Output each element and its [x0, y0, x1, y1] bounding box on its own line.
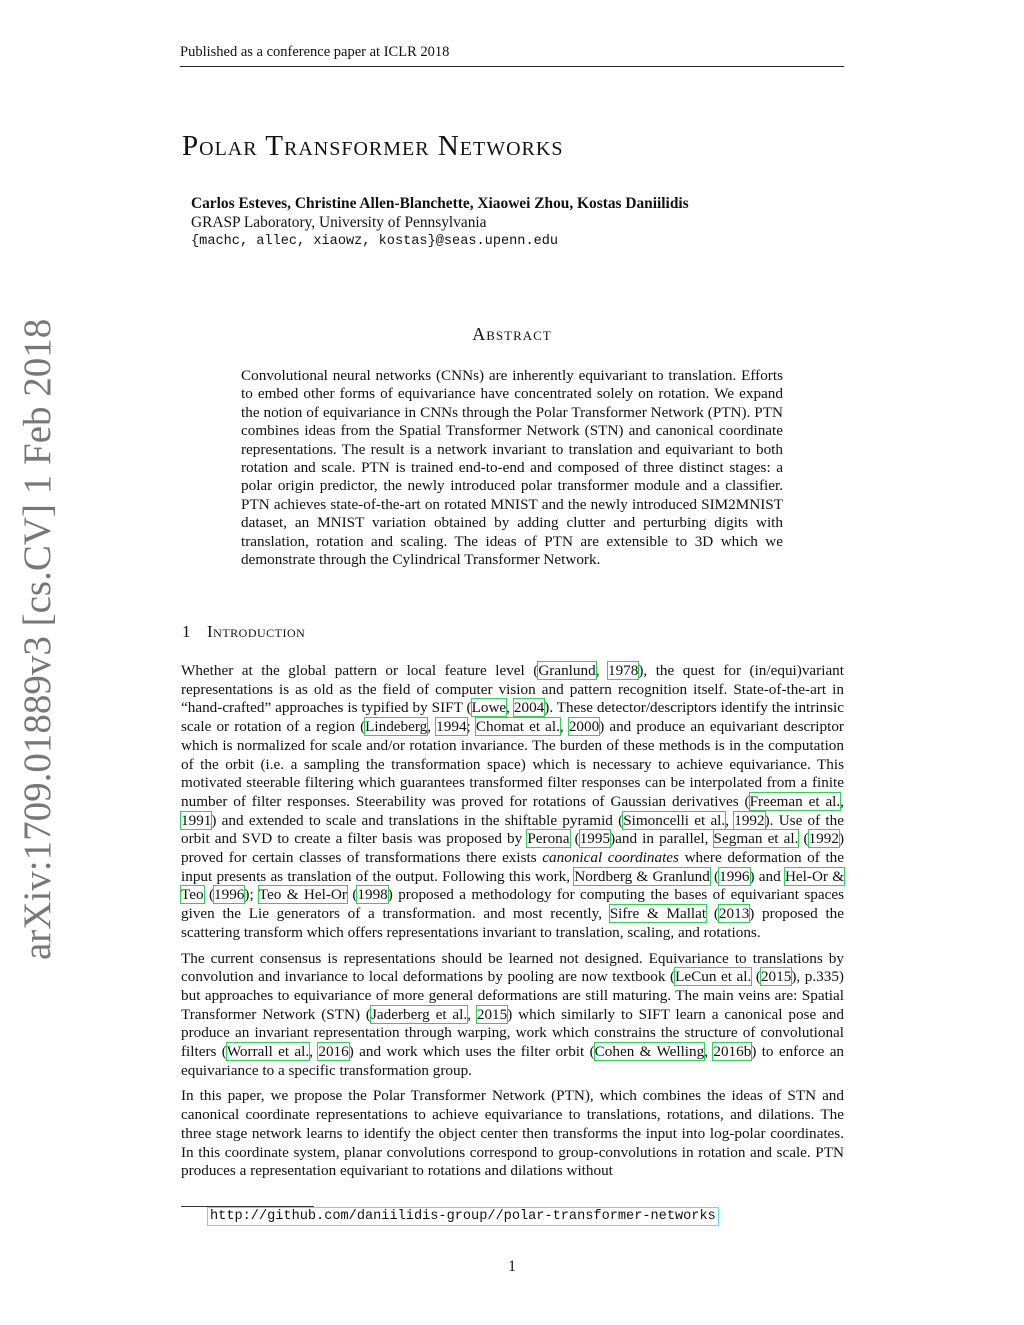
paragraph-1	[181, 662, 844, 943]
abstract-text: Convolutional neural networks (CNNs) are inherently equivariant to translation. Efforts to embed other forms of equivariance have concentrated solely on rotation. We expand the notion of equivariance in CNNs through the Polar Transformer Network (PTN). PTN combines ideas from the Spatial Transformer Network (STN) and canonical coordinate representations. The result is a network invariant to translation and equivariant to both rotation and scale. PTN is trained end-to-end and composed of three distinct stages: a polar origin predictor, the newly introduced polar transformer module and a classifier. PTN achieves state-of-the-art on rotated MNIST and the newly introduced SIM2MNIST dataset, an MNIST variation obtained by adding clutter and perturbing digits with translation, rotation and scaling. The ideas of PTN are extensible to 3D which we demonstrate through the Cylindrical Transformer Network.	[241, 367, 783, 569]
text-run: The current consensus is representations should be learned not designed. Equivariance to translations by convolution and invariance to local deformations by pooling are now textbook (	[181, 949, 844, 986]
citation-link[interactable]: 1992	[808, 830, 839, 848]
text-run: ) proposed a methodology for computing the bases of equivariant spaces given the Lie generators of a transformation. and most recently,	[181, 886, 844, 923]
citation-link[interactable]: 1978	[607, 662, 639, 679]
text-run: ;	[466, 718, 476, 736]
citation-link[interactable]: LeCun et al.	[675, 968, 752, 986]
text-run: ) proved for certain classes of transformations there exists	[181, 830, 844, 867]
text-run: ,	[725, 811, 735, 829]
page-number: 1	[508, 1258, 516, 1275]
text-run: ), the quest for (in/equi)variant representations is as old as the field of computer vision and pattern recognition itself. State-of-the-art in “hand-crafted” approaches is typified by SIFT (	[181, 662, 844, 717]
text-run: )and in parallel,	[610, 830, 714, 848]
paper-title: Polar Transformer Networks	[182, 130, 564, 162]
text-run: (	[709, 867, 720, 885]
text-run: (	[798, 830, 809, 848]
text-run: ,	[467, 1005, 477, 1023]
section-title: Introduction	[207, 622, 306, 641]
citation-link[interactable]: Chomat et al.	[475, 718, 560, 736]
text-run: (	[569, 830, 580, 848]
paragraph-2	[181, 950, 844, 1081]
text-run: ,	[840, 792, 844, 810]
text-run: ), p.335) but approaches to equivariance of more general deformations are still maturing. The main veins are: Spatial Transformer Network (STN) (	[181, 968, 844, 1023]
text-run: ) and extended to scale and translations in the shiftable pyramid (	[211, 811, 624, 829]
text-run: ,	[427, 718, 437, 736]
abstract-heading: Abstract	[472, 324, 552, 344]
footnote-url-link[interactable]: http://github.com/daniilidis-group//polar-transformer-networks	[210, 1209, 716, 1224]
citation-link[interactable]: Freeman et al.	[749, 792, 841, 810]
text-run: Whether at the global pattern or local feature level (	[181, 662, 539, 679]
author-block	[191, 194, 689, 251]
text-run: ,	[309, 1043, 319, 1061]
author-names: Carlos Esteves, Christine Allen-Blanchette, Xiaowei Zhou, Kostas Daniilidis	[191, 195, 689, 212]
citation-link[interactable]: 2016	[318, 1043, 349, 1061]
text-run: ,	[595, 662, 608, 679]
citation-link[interactable]: 1995	[579, 830, 611, 848]
text-run: ) to enforce an equivariance to a specific transformation group.	[181, 1043, 845, 1079]
text-run: ). These detector/descriptors identify the intrinsic scale or rotation of a region (	[181, 699, 845, 736]
footnote-rule	[181, 1206, 314, 1207]
citation-link[interactable]: Simoncelli et al.	[623, 811, 726, 829]
text-run: ). Use of the orbit and SVD to create a filter basis was proposed by	[181, 811, 844, 848]
text-run: ) proposed the scattering transform which offers representations invariant to translation, scaling, and rotations.	[181, 905, 844, 941]
citation-link[interactable]: 1996	[719, 867, 750, 885]
citation-link[interactable]: Nordberg & Granlund	[574, 867, 710, 885]
citation-link[interactable]: Worrall et al.	[226, 1043, 310, 1061]
citation-link[interactable]: 1992	[734, 811, 765, 829]
text-run: ) and	[749, 867, 785, 885]
text-run: ) and work which uses the filter orbit (	[348, 1043, 595, 1061]
citation-link[interactable]: 1991	[181, 811, 212, 829]
citation-link[interactable]: 1994	[436, 718, 467, 736]
text-run: (	[346, 886, 358, 904]
text-run: ) and produce an equivariant descriptor which is normalized for scale and/or rotation invariance. The burden of these methods is in the computation of the orbit (i.e. a sampling the transformation space) which is necessary to achieve equivariance. This motivated steerable filtering which guarantees transformed filter responses can be interpolated from a finite number of filter responses. Steerability was proved for rotations of Gaussian derivatives (	[181, 718, 844, 810]
citation-link[interactable]: Cohen & Welling	[594, 1043, 705, 1061]
citation-link[interactable]: 2000	[568, 718, 600, 736]
text-run: (	[706, 905, 719, 923]
text-run: ,	[506, 699, 514, 717]
paragraph-3: In this paper, we propose the Polar Transformer Network (PTN), which combines the ideas of STN and canonical coordinate representations to achieve equivariance to translations, rotations, and dilations. The three stage network learns to identify the object center then transforms the input into log-polar coordinates. In this coordinate system, planar convolutions correspond to group-convolutions in rotation and scale. PTN produces a representation equivariant to rotations and dilations without	[181, 1087, 844, 1180]
citation-link[interactable]: Segman et al.	[713, 830, 799, 848]
citation-link[interactable]: Hel-Or & Teo	[181, 867, 845, 904]
emphasis-text: canonical coordinates	[542, 849, 679, 867]
introduction-body	[181, 662, 844, 1188]
citation-link[interactable]: Granlund	[538, 662, 596, 679]
citation-link[interactable]: 2013	[718, 905, 750, 923]
text-run: where deformation of the input presents as translation of the output. Following this work,	[181, 849, 844, 885]
citation-link[interactable]: Sifre & Mallat	[609, 905, 707, 923]
citation-link[interactable]: 2004	[513, 699, 545, 717]
citation-link[interactable]: 2015	[476, 1005, 508, 1023]
citation-link[interactable]: Teo & Hel-Or	[258, 886, 347, 904]
text-run: ,	[704, 1043, 714, 1061]
text-run: (	[751, 968, 761, 986]
citation-link[interactable]: 1998	[357, 886, 388, 904]
citation-link[interactable]: 1996	[214, 886, 245, 904]
citation-link[interactable]: Lowe	[471, 699, 507, 717]
author-affiliation: GRASP Laboratory, University of Pennsylvania	[191, 214, 487, 231]
citation-link[interactable]: 2016b	[713, 1043, 752, 1061]
arxiv-stamp[interactable]: arXiv:1709.01889v3 [cs.CV] 1 Feb 2018	[16, 318, 59, 960]
text-run: ) which similarly to SIFT learn a canonical pose and produce an invariant representation through warping, work which constrains the structure of convolutional filters (	[181, 1005, 845, 1061]
running-header: Published as a conference paper at ICLR 2018	[180, 44, 844, 67]
text-run: (	[203, 886, 215, 904]
citation-link[interactable]: Jaderberg et al.	[370, 1005, 468, 1023]
citation-link[interactable]: Lindeberg	[365, 718, 428, 736]
section-number: 1	[182, 622, 191, 641]
citation-link[interactable]: 2015	[760, 968, 792, 986]
text-run: ,	[559, 718, 569, 736]
citation-link[interactable]: Perona	[527, 830, 570, 848]
text-run: );	[244, 886, 259, 904]
author-emails: {machc, allec, xiaowz, kostas}@seas.upenn.edu	[191, 234, 559, 249]
section-heading-introduction	[182, 622, 305, 642]
